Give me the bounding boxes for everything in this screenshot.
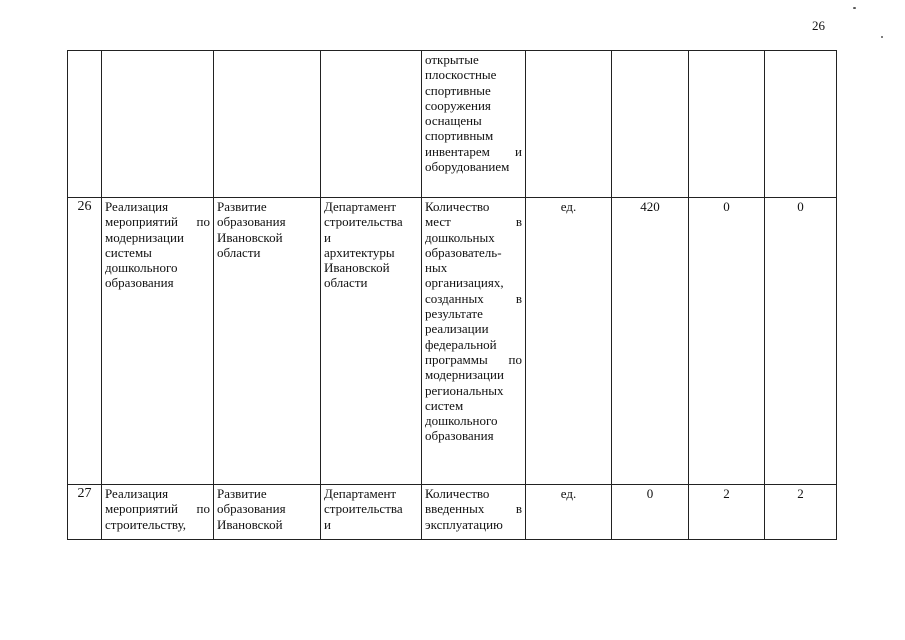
cell-program [214, 51, 321, 198]
text-line: образования [217, 501, 286, 517]
text-line: мероприятий по [105, 501, 210, 517]
text-line: созданных в [425, 290, 522, 306]
cell-unit: ед. [526, 198, 612, 485]
cell-executor [321, 198, 422, 485]
text-line: программы по [425, 351, 522, 367]
cell-number: 27 [68, 485, 102, 540]
text-line: дошкольного [425, 413, 498, 429]
scan-speck [853, 7, 856, 9]
text-line: реализации [425, 321, 489, 337]
text-line: образования [217, 214, 286, 230]
text-line: и [324, 516, 331, 532]
cell-activity [102, 51, 214, 198]
text-line: Реализация [105, 486, 169, 501]
cell-unit: ед. [526, 485, 612, 540]
text-line: эксплуатацию [425, 516, 503, 532]
text-line: архитектуры [324, 244, 395, 260]
cell-value-1 [612, 51, 689, 198]
text-line: мест в [425, 214, 522, 230]
cell-indicator [422, 198, 526, 485]
text-line: Ивановской [324, 260, 390, 276]
text-line: мероприятий по [105, 214, 210, 230]
text-line: оснащены [425, 113, 482, 129]
text-line: федеральной [425, 336, 497, 352]
text-line: Департамент [324, 486, 397, 501]
text-line: Ивановской [217, 229, 283, 245]
cell-value-2: 0 [689, 198, 765, 485]
cell-number: 26 [68, 198, 102, 485]
text-line: ных [425, 260, 448, 276]
cell-value-3 [765, 51, 837, 198]
text-line: модернизации [425, 367, 504, 383]
cell-program [214, 198, 321, 485]
cell-value-2: 2 [689, 485, 765, 540]
text-line: систем [425, 397, 464, 413]
cell-indicator [422, 51, 526, 198]
text-line: образования [105, 275, 174, 291]
text-line: оборудованием [425, 159, 510, 175]
text-line: региональных [425, 382, 504, 398]
table-row-continuation [68, 51, 837, 198]
cell-number [68, 51, 102, 198]
text-line: Реализация [105, 199, 169, 214]
text-line: системы [105, 244, 152, 260]
cell-value-3: 0 [765, 198, 837, 485]
cell-activity [102, 485, 214, 540]
cell-executor [321, 51, 422, 198]
text-line: строительства [324, 214, 403, 230]
text-line: строительства [324, 501, 403, 517]
cell-value-1: 0 [612, 485, 689, 540]
text-line: Ивановской [217, 516, 283, 532]
scan-speck [881, 36, 883, 38]
cell-indicator [422, 485, 526, 540]
page-number: 26 [812, 18, 825, 33]
cell-program [214, 485, 321, 540]
indicators-table [67, 50, 837, 540]
text-line: инвентарем и [425, 143, 522, 159]
text-line: Развитие [217, 486, 267, 501]
text-line: образования [425, 428, 494, 444]
cell-activity [102, 198, 214, 485]
text-line: введенных в [425, 501, 522, 517]
text-line: области [217, 244, 261, 260]
cell-unit [526, 51, 612, 198]
text-line: дошкольных [425, 229, 495, 245]
table-row [68, 198, 837, 485]
cell-value-3: 2 [765, 485, 837, 540]
text-line: области [324, 275, 368, 291]
text-line: Департамент [324, 199, 397, 214]
text-line: дошкольного [105, 260, 178, 276]
text-line: открытые [425, 52, 479, 67]
text-line: спортивным [425, 128, 494, 144]
text-line: плоскостные [425, 67, 497, 83]
text-line: образователь- [425, 244, 502, 260]
text-line: строительству, [105, 516, 187, 532]
table-row [68, 485, 837, 540]
text-line: результате [425, 306, 483, 322]
text-line: организациях, [425, 275, 504, 291]
text-line: Количество [425, 486, 490, 501]
cell-value-2 [689, 51, 765, 198]
cell-executor [321, 485, 422, 540]
text-line: модернизации [105, 229, 184, 245]
text-line: Развитие [217, 199, 267, 214]
text-line: спортивные [425, 82, 491, 98]
text-line: Количество [425, 199, 490, 214]
text-line: и [324, 229, 331, 245]
text-line: сооружения [425, 97, 491, 113]
cell-value-1: 420 [612, 198, 689, 485]
